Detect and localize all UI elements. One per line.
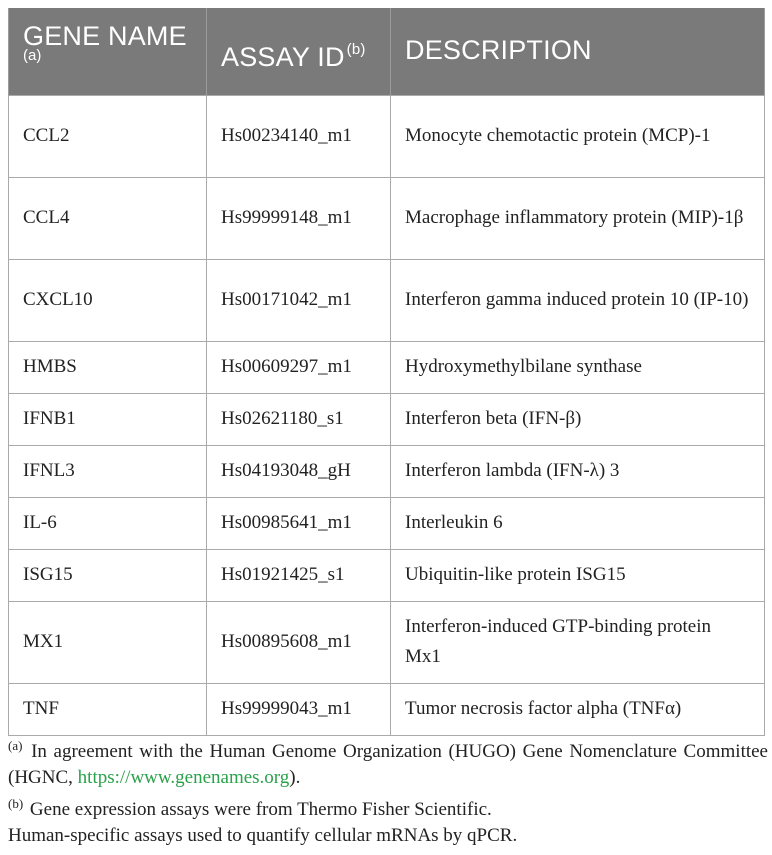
- cell-assay-id: Hs00609297_m1: [207, 341, 391, 393]
- footnote-general: Human-specific assays used to quantify cellular mRNAs by qPCR.: [8, 825, 518, 846]
- cell-assay-id: Hs04193048_gH: [207, 445, 391, 497]
- cell-gene: ISG15: [9, 549, 207, 601]
- cell-assay-id: Hs01921425_s1: [207, 549, 391, 601]
- table-row: [9, 177, 765, 259]
- footnote-b: [8, 791, 768, 823]
- gene-assay-table: [8, 8, 765, 736]
- cell-gene: HMBS: [9, 341, 207, 393]
- header-gene-name: [9, 8, 207, 95]
- table-row: [9, 549, 765, 601]
- cell-gene: IFNL3: [9, 445, 207, 497]
- header-gene-name-footnote-marker: (a): [23, 47, 42, 64]
- cell-description: Interferon lambda (IFN-λ) 3: [391, 445, 765, 497]
- header-assay-id-label: [221, 36, 366, 71]
- cell-gene: IFNB1: [9, 393, 207, 445]
- cell-description: Monocyte chemotactic protein (MCP)-1: [391, 95, 765, 177]
- cell-gene: IL-6: [9, 497, 207, 549]
- cell-assay-id: Hs02621180_s1: [207, 393, 391, 445]
- table-row: [9, 259, 765, 341]
- cell-assay-id: Hs00171042_m1: [207, 259, 391, 341]
- footnote-a: [8, 733, 768, 791]
- cell-gene: CCL4: [9, 177, 207, 259]
- footnote-a-marker: (a): [8, 738, 23, 753]
- cell-description: Interferon beta (IFN-β): [391, 393, 765, 445]
- cell-description: Interferon-induced GTP-binding protein Mx1: [391, 601, 765, 683]
- header-description: [391, 8, 765, 95]
- table-row: [9, 95, 765, 177]
- cell-description: Interferon gamma induced protein 10 (IP-10): [391, 259, 765, 341]
- table-row: [9, 341, 765, 393]
- cell-description: Macrophage inflammatory protein (MIP)-1β: [391, 177, 765, 259]
- cell-description: Tumor necrosis factor alpha (TNFα): [391, 683, 765, 735]
- cell-gene: CXCL10: [9, 259, 207, 341]
- header-assay-id: [207, 8, 391, 95]
- cell-gene: TNF: [9, 683, 207, 735]
- cell-description: Interleukin 6: [391, 497, 765, 549]
- cell-assay-id: Hs00234140_m1: [207, 95, 391, 177]
- footnote-b-text: Gene expression assays were from Thermo Fisher Scientific.: [29, 799, 492, 820]
- cell-description: Hydroxymethylbilane synthase: [391, 341, 765, 393]
- table-row: [9, 393, 765, 445]
- footnote-b-marker: (b): [8, 796, 24, 811]
- footnote-a-text-after: ).: [289, 767, 301, 788]
- genenames-link[interactable]: https://www.genenames.org: [77, 767, 290, 788]
- cell-gene: CCL2: [9, 95, 207, 177]
- gene-assay-table-container: [8, 8, 764, 736]
- header-assay-id-text: ASSAY ID: [221, 42, 345, 72]
- table-footnotes: [8, 733, 768, 849]
- cell-description: Ubiquitin-like protein ISG15: [391, 549, 765, 601]
- footnote-a-text-before: In agreement with the Human Genome Organization (HUGO) Gene Nomenclature Committee (HGNC,: [8, 741, 768, 788]
- cell-assay-id: Hs00985641_m1: [207, 497, 391, 549]
- table-header-row: [9, 8, 765, 95]
- cell-assay-id: Hs00895608_m1: [207, 601, 391, 683]
- header-description-label: DESCRIPTION: [405, 35, 592, 65]
- cell-assay-id: Hs99999148_m1: [207, 177, 391, 259]
- table-row: [9, 683, 765, 735]
- table-row: [9, 497, 765, 549]
- cell-assay-id: Hs99999043_m1: [207, 683, 391, 735]
- table-row: [9, 601, 765, 683]
- header-assay-id-footnote-marker: (b): [346, 41, 366, 58]
- header-gene-name-label: GENE NAME: [23, 21, 187, 51]
- table-row: [9, 445, 765, 497]
- cell-gene: MX1: [9, 601, 207, 683]
